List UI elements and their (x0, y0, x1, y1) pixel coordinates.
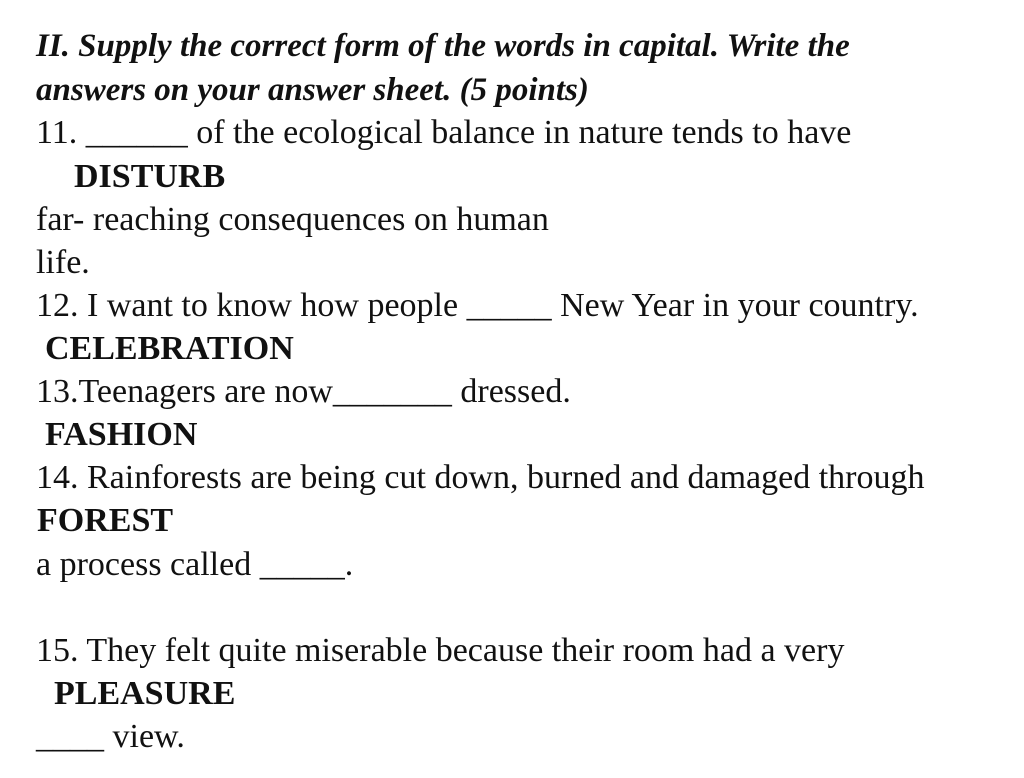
question-11-text: 11. ______ of the ecological balance in nature tends to have (36, 114, 852, 151)
question-15-text-cont: ____ view. (36, 718, 185, 755)
question-15-text: 15. They felt quite miserable because their room had a very (36, 632, 845, 669)
exercise-heading-line-2: answers on your answer sheet. (5 points) (36, 72, 589, 108)
question-11-text-end: life. (36, 244, 90, 281)
exercise-heading-line-1: II. Supply the correct form of the words in capital. Write the (36, 28, 850, 64)
question-14-keyword: FOREST (37, 502, 174, 539)
question-14-text-cont: a process called _____. (36, 546, 354, 583)
question-11-text-cont: far- reaching consequences on human (36, 201, 549, 238)
question-12-text: 12. I want to know how people _____ New Year in your country. (36, 287, 919, 324)
question-13-text: 13.Teenagers are now_______ dressed. (36, 373, 571, 410)
question-15-keyword: PLEASURE (54, 675, 236, 712)
question-12-keyword: CELEBRATION (45, 330, 294, 367)
question-11-keyword: DISTURB (74, 158, 226, 195)
question-13-keyword: FASHION (45, 416, 198, 453)
question-14-text: 14. Rainforests are being cut down, burned and damaged through (36, 459, 925, 496)
